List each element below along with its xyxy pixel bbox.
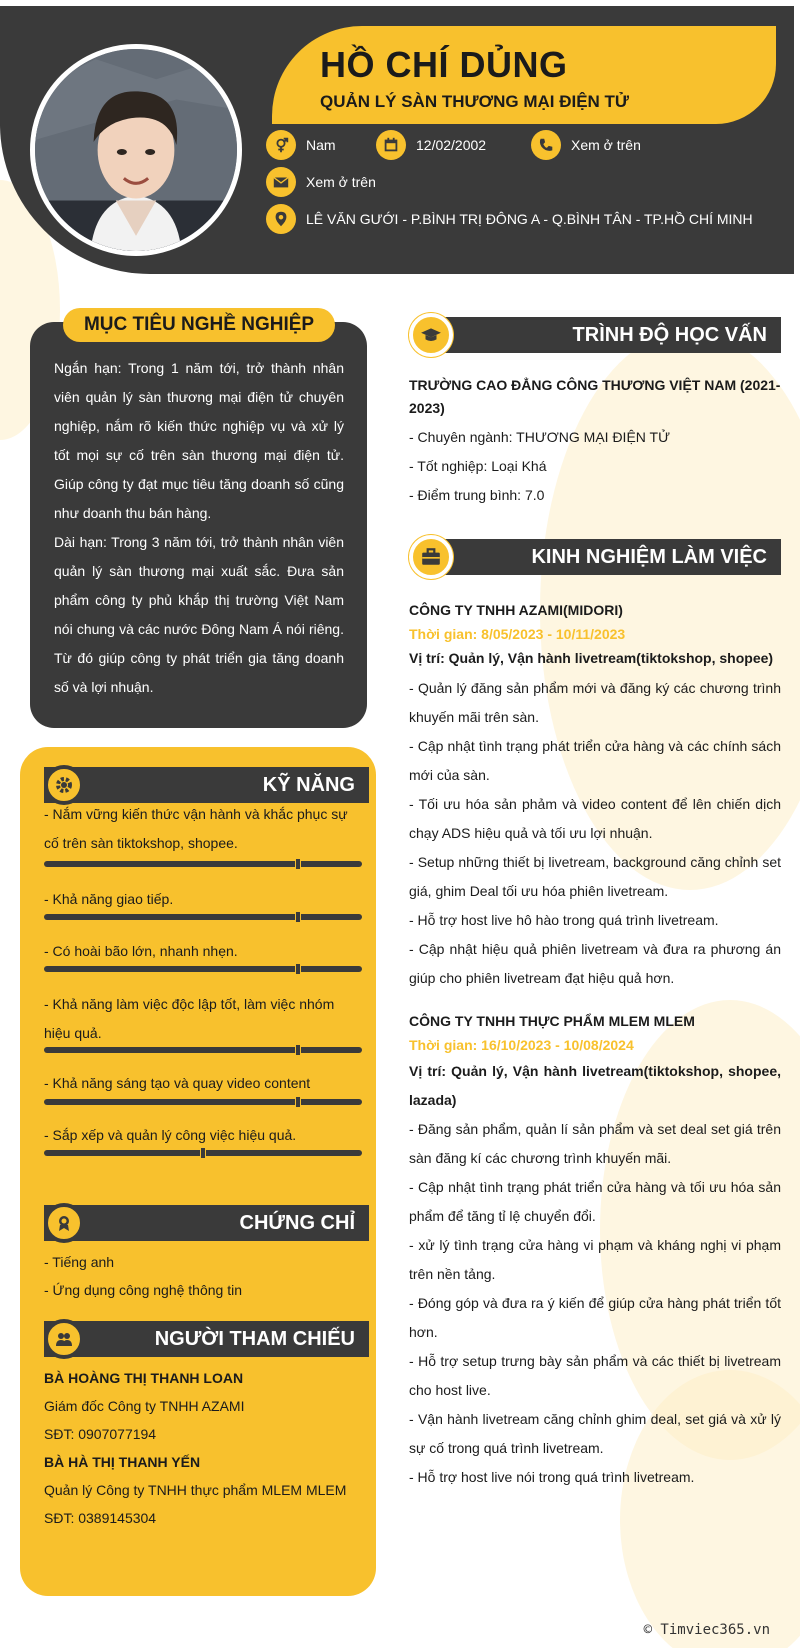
name-band xyxy=(272,26,776,124)
skill-bar-knob xyxy=(295,1096,301,1108)
footer-watermark: © Timviec365.vn xyxy=(643,1622,770,1638)
email-info xyxy=(266,167,376,197)
avatar xyxy=(30,44,242,256)
skill-label: - Nắm vững kiến thức vận hành và khắc phục sự cố trên sàn tiktokshop, shopee. xyxy=(44,806,348,851)
address-info xyxy=(266,204,753,234)
skill-bar xyxy=(44,1099,362,1105)
skills-header xyxy=(44,767,369,803)
people-icon xyxy=(44,1319,84,1359)
phone-value: Xem ở trên xyxy=(571,137,641,153)
skill-label: - Khả năng làm việc độc lập tốt, làm việc nhóm hiệu quả. xyxy=(44,996,335,1041)
reference-phone: SĐT: 0907077194 xyxy=(44,1426,157,1442)
certificates-title: CHỨNG CHỈ xyxy=(239,1211,355,1234)
certificate-item: - Ứng dụng công nghệ thông tin xyxy=(44,1282,242,1298)
experience-header xyxy=(409,539,781,575)
certificates-header xyxy=(44,1205,369,1241)
job-company: CÔNG TY TNHH THỰC PHẨM MLEM MLEM xyxy=(409,1013,695,1029)
job-duty: - Đăng sản phẩm, quản lí sản phẩm và set deal set giá trên sàn đăng kí các chương trình khuyến mãi. xyxy=(409,1121,781,1166)
education-major: - Chuyên ngành: THƯƠNG MẠI ĐIỆN TỬ xyxy=(409,429,671,445)
education-title: TRÌNH ĐỘ HỌC VẤN xyxy=(433,317,781,353)
left-column xyxy=(20,747,376,1596)
job-duty: - Hỗ trợ host live hô hào trong quá trình livetream. xyxy=(409,912,719,928)
reference-name: BÀ HÀ THỊ THANH YẾN xyxy=(44,1454,201,1470)
education-school: TRƯỜNG CAO ĐẲNG CÔNG THƯƠNG VIỆT NAM (2021-2023) xyxy=(409,377,781,416)
reference-role: Quản lý Công ty TNHH thực phẩm MLEM MLEM xyxy=(44,1482,347,1498)
education-header xyxy=(409,317,781,353)
email-value: Xem ở trên xyxy=(306,174,376,190)
skill-label: - Có hoài bão lớn, nhanh nhẹn. xyxy=(44,943,238,959)
skills-title: KỸ NĂNG xyxy=(262,773,355,796)
job-company: CÔNG TY TNHH AZAMI(MIDORI) xyxy=(409,602,623,618)
skill-label: - Sắp xếp và quản lý công việc hiệu quả. xyxy=(44,1127,297,1143)
skill-bar-knob xyxy=(295,963,301,975)
mail-icon xyxy=(266,167,296,197)
experience-title: KINH NGHIỆM LÀM VIỆC xyxy=(433,539,781,575)
skill-bar xyxy=(44,1047,362,1053)
award-icon xyxy=(44,1203,84,1243)
goal-title: MỤC TIÊU NGHỀ NGHIỆP xyxy=(63,308,335,342)
graduation-cap-icon xyxy=(409,313,453,357)
job-duty: - Cập nhật tình trạng phát triển cửa hàng và tối ưu hóa sản phẩm để tăng tỉ lệ chuyển đổi. xyxy=(409,1179,781,1224)
job-duty: - Cập nhật hiệu quả phiên livetream và đưa ra phương án giúp cho phiên livetream đạt hiệu quả hơn. xyxy=(409,941,781,986)
job-time: Thời gian: 8/05/2023 - 10/11/2023 xyxy=(409,626,626,642)
skill-bar-knob xyxy=(295,858,301,870)
skill-label: - Khả năng giao tiếp. xyxy=(44,891,174,907)
phone-icon xyxy=(531,130,561,160)
job-duty: - Hỗ trợ setup trưng bày sản phẩm và các thiết bị livetream cho host live. xyxy=(409,1353,781,1398)
job-time: Thời gian: 16/10/2023 - 10/08/2024 xyxy=(409,1037,634,1053)
goal-long-term: Dài hạn: Trong 3 năm tới, trở thành nhân viên quản lý sàn thương mại xuất sắc. Đưa sản phẩm công ty phủ khắp thị trường Việt Nam nói chung và các nước Đông Nam Á nói riêng. Từ đó giúp công ty phát triển gia tăng doanh số và lợi nhuận. xyxy=(54,534,344,695)
job-duty: - Hỗ trợ host live nói trong quá trình livetream. xyxy=(409,1469,695,1485)
job-duty: - Tối ưu hóa sản phảm và video content để lên chiến dịch chạy ADS hiệu quả và tối ưu lợi nhuận. xyxy=(409,796,781,841)
job-duty: - Đóng góp và đưa ra ý kiến để giúp cửa hàng phát triển tốt hơn. xyxy=(409,1295,781,1340)
calendar-icon xyxy=(376,130,406,160)
address-value: LÊ VĂN GƯỚI - P.BÌNH TRỊ ĐÔNG A - Q.BÌNH TÂN - TP.HỒ CHÍ MINH xyxy=(306,211,753,227)
references-title: NGƯỜI THAM CHIẾU xyxy=(154,1327,355,1350)
reference-role: Giám đốc Công ty TNHH AZAMI xyxy=(44,1398,245,1414)
phone-info xyxy=(531,130,641,160)
birthday-value: 12/02/2002 xyxy=(416,137,487,153)
references-header xyxy=(44,1321,369,1357)
job-position: Vị trí: Quản lý, Vận hành livetream(tiktokshop, shopee, lazada) xyxy=(409,1063,781,1108)
cv-header xyxy=(0,6,794,274)
skill-label: - Khả năng sáng tạo và quay video content xyxy=(44,1075,311,1091)
reference-phone: SĐT: 0389145304 xyxy=(44,1510,157,1526)
skill-bar xyxy=(44,914,362,920)
briefcase-icon xyxy=(409,535,453,579)
job-duty: - Quản lý đăng sản phẩm mới và đăng ký các chương trình khuyến mãi trên sàn. xyxy=(409,680,781,725)
job-duty: - Vận hành livetream căng chỉnh ghim deal, set giá và xử lý sự cố trong quá trình livetream. xyxy=(409,1411,781,1456)
candidate-name: HỒ CHÍ DỦNG xyxy=(320,44,568,85)
job-duty: - Setup những thiết bị livetream, background căng chỉnh set giá, ghim Deal tối ưu hóa phiên livetream. xyxy=(409,854,781,899)
goal-short-term: Ngắn hạn: Trong 1 năm tới, trở thành nhân viên quản lý sàn thương mại điện tử chuyên nghiệp, nắm rõ kiến thức nghiệp vụ và xử lý tốt mọi sự cố trên sàn thương mại điện tử. Giúp công ty đạt mục tiêu tăng doanh số cũng như doanh thu bán hàng. xyxy=(54,360,344,521)
gender-value: Nam xyxy=(306,137,336,153)
skill-bar-knob xyxy=(200,1147,206,1159)
gender-icon xyxy=(266,130,296,160)
location-pin-icon xyxy=(266,204,296,234)
education-graduation: - Tốt nghiệp: Loại Khá xyxy=(409,458,547,474)
job-title: QUẢN LÝ SÀN THƯƠNG MẠI ĐIỆN TỬ xyxy=(320,92,630,111)
job-duty: - xử lý tình trạng cửa hàng vi phạm và kháng nghị vi phạm trên nền tảng. xyxy=(409,1237,781,1282)
skill-bar-knob xyxy=(295,911,301,923)
skill-bar xyxy=(44,861,362,867)
skill-bar xyxy=(44,966,362,972)
reference-name: BÀ HOÀNG THỊ THANH LOAN xyxy=(44,1370,244,1386)
career-goal-box xyxy=(30,322,367,728)
certificate-item: - Tiếng anh xyxy=(44,1254,115,1270)
education-gpa: - Điểm trung bình: 7.0 xyxy=(409,487,545,503)
goal-text xyxy=(54,354,344,702)
gender-info xyxy=(266,130,336,160)
gear-icon xyxy=(44,765,84,805)
job-position: Vị trí: Quản lý, Vận hành livetream(tiktokshop, shopee) xyxy=(409,650,774,666)
skill-bar-knob xyxy=(295,1044,301,1056)
birthday-info xyxy=(376,130,486,160)
skill-bar xyxy=(44,1150,362,1156)
job-duty: - Cập nhật tình trạng phát triển cửa hàng và các chính sách mới của sàn. xyxy=(409,738,781,783)
